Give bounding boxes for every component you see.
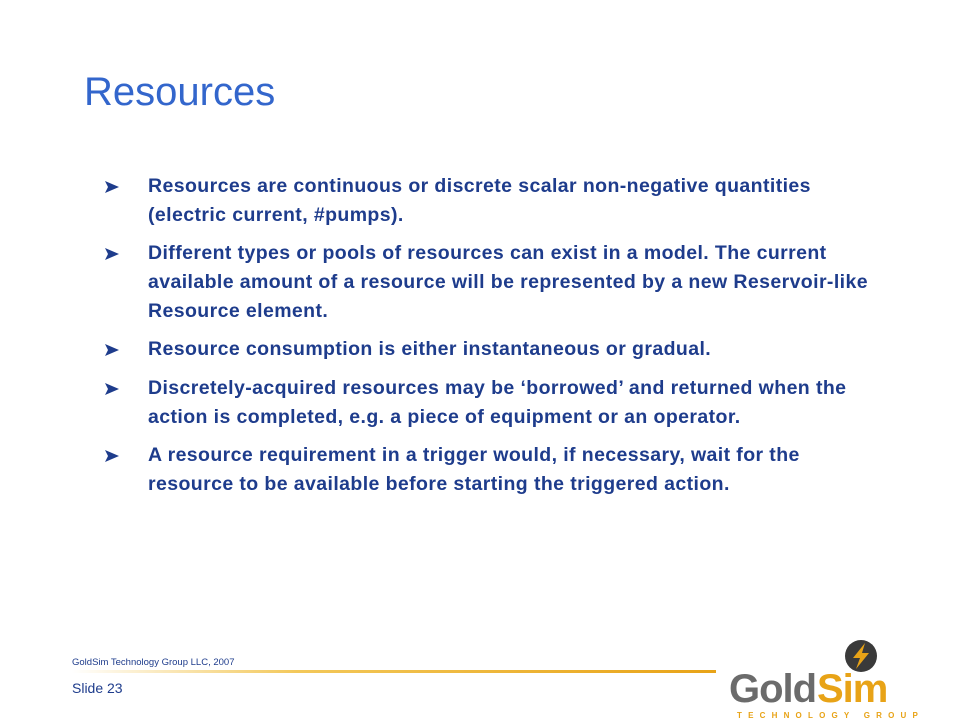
bullet-item xyxy=(104,441,884,499)
footer-copyright: GoldSim Technology Group LLC, 2007 xyxy=(72,657,235,668)
arrow-bullet-icon xyxy=(104,374,148,404)
slide-title: Resources xyxy=(84,70,276,114)
bullet-text: Resource consumption is either instantaneous or gradual. xyxy=(148,338,712,360)
arrow-bullet-icon xyxy=(104,172,148,202)
footer-divider xyxy=(72,670,716,673)
bullet-text: Resources are continuous or discrete scalar non-negative quantities (electric current, #pumps). xyxy=(148,175,811,226)
bullet-list xyxy=(104,172,884,508)
arrow-bullet-icon xyxy=(104,239,148,269)
slide-number: Slide 23 xyxy=(72,680,123,696)
svg-text:Gold: Gold xyxy=(729,667,817,711)
svg-text:Sim: Sim xyxy=(817,667,888,711)
bullet-item xyxy=(104,239,884,326)
bullet-text: Different types or pools of resources can exist in a model. The current available amount of a resource will be represented by a new Reservoir-like Resource element. xyxy=(148,242,868,322)
arrow-bullet-icon xyxy=(104,441,148,471)
goldsim-logo xyxy=(725,636,925,720)
bullet-text: A resource requirement in a trigger would, if necessary, wait for the resource to be available before starting the triggered action. xyxy=(148,444,800,495)
arrow-bullet-icon xyxy=(104,335,148,365)
bullet-item xyxy=(104,374,884,432)
svg-text:TECHNOLOGY GROUP: TECHNOLOGY GROUP xyxy=(737,711,925,720)
bullet-text: Discretely-acquired resources may be ‘borrowed’ and returned when the action is completed, e.g. a piece of equipment or an operator. xyxy=(148,377,847,428)
bullet-item xyxy=(104,335,884,365)
bullet-item xyxy=(104,172,884,230)
